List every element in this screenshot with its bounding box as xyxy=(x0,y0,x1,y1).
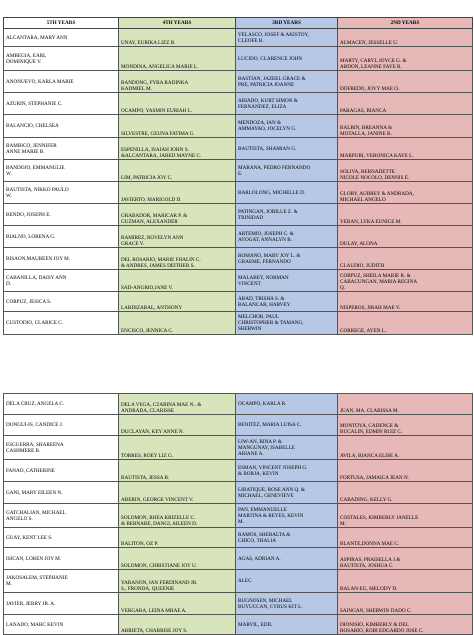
second-year-cell: PARAGAS, BIANCA xyxy=(338,93,473,115)
fifth-year-cell: LANADO, MARC KEVIN xyxy=(4,615,119,635)
table-row xyxy=(4,93,473,115)
second-year-cell: NISPEROS, JIRAH MAE V. xyxy=(338,292,473,312)
second-year-cell: COSTALES, KIMBERLY JANELLE M. xyxy=(338,504,473,528)
second-year-cell: AVILA, BIANCA ELISE A. xyxy=(338,436,473,460)
third-year-cell: PATINGAN, JOBILLE Z. & TRINIDAD xyxy=(236,204,338,226)
table-row xyxy=(4,270,473,292)
third-year-cell: ABAD, TRISHA S. & BALANCAR, HARVEY xyxy=(236,292,338,312)
table-row xyxy=(4,436,473,460)
fourth-year-cell: VERGARA, LEINA MHAE A. xyxy=(119,593,236,615)
table-row xyxy=(4,415,473,436)
table-row xyxy=(4,482,473,504)
second-year-cell: BALBIN, BREANNA & MOTALLA, JANINE B. xyxy=(338,115,473,138)
third-year-cell: ARTEMIO, JOSEPH C. & AYOGAT, ANNALYN B. xyxy=(236,226,338,248)
fifth-year-cell: BAUTISTA, NIKKO PAULO W. xyxy=(4,182,119,204)
table-row xyxy=(4,548,473,570)
fifth-year-cell: DELA CRUZ, ANGELA C. xyxy=(4,394,119,415)
second-year-cell: DULAY, ALONA xyxy=(338,226,473,248)
second-year-cell: CABADING, KELLY G. xyxy=(338,482,473,504)
fourth-year-cell: BAUTISTA, JESSA B. xyxy=(119,460,236,482)
second-year-cell: DOFREDO, JOVY MAE O. xyxy=(338,71,473,93)
table-row xyxy=(4,504,473,528)
second-year-cell: YEBAN, LYKA EUNICE M. xyxy=(338,204,473,226)
fourth-year-cell: RAMIREZ, ROVELYN ANN GRACE V. xyxy=(119,226,236,248)
table-row xyxy=(4,47,473,71)
third-year-cell: AGAS, ADRIAN A. xyxy=(236,548,338,570)
header-3rd-years: 3RD YEARS xyxy=(236,18,338,29)
second-year-cell: SAINGAN, SHERWIN DADO C. xyxy=(338,593,473,615)
fifth-year-cell: FANAO, CATHERINE xyxy=(4,460,119,482)
fifth-year-cell: GATCHALIAN, MICHAEL ANGELO S. xyxy=(4,504,119,528)
second-year-cell: MARTY, CARYL JOYCE G. & ABDON, LEANNE FAYE R. xyxy=(338,47,473,71)
second-year-cell: BALAN-EG, MELODY D. xyxy=(338,570,473,593)
table-row xyxy=(4,138,473,160)
third-year-cell: ABIADO, KURT SIMON & FERNANDEZ, ELIZA xyxy=(236,93,338,115)
fourth-year-cell: DELA VEGA, CZARINA MAE N.. & ANDRADA, CLARISSE xyxy=(119,394,236,415)
fourth-year-cell: SOLOMON, RHEA KRIZELLE C. & BERNABE, DANGI, AILEEN D. xyxy=(119,504,236,528)
second-year-cell: DIONISIO, KIMBERLY & DEL ROSARIO, ROBI EDGARDO JOSE C. xyxy=(338,615,473,635)
third-year-cell: BAUTISTA, SHAMIAN G. xyxy=(236,138,338,160)
fourth-year-cell: SOLOMON, CHRISTIANE JOY U. xyxy=(119,548,236,570)
table-row xyxy=(4,29,473,47)
roster-header xyxy=(4,18,473,29)
table-row xyxy=(4,312,473,335)
table-row xyxy=(4,204,473,226)
second-year-cell: JUAN, MA. CLARISSA M. xyxy=(338,394,473,415)
roster-table-2 xyxy=(3,393,473,635)
fifth-year-cell: BALANCIO, CHELSEA xyxy=(4,115,119,138)
fifth-year-cell: GANI, MARY EILEEN N. xyxy=(4,482,119,504)
second-year-cell: SOLIVA, BERNADETTE NICOLE NOCOLO, DENNIS E. xyxy=(338,160,473,182)
fourth-year-cell: TORRES, ROEY LIZ G. xyxy=(119,436,236,460)
second-year-cell: MONTOYA, CADENCE & BUCALIN, EDMIN RUIZ C. xyxy=(338,415,473,436)
fourth-year-cell: BANDONG, FYRA RADINKA KADMIEL M. xyxy=(119,71,236,93)
fourth-year-cell: LIM, PATRICIA JOY C. xyxy=(119,160,236,182)
fourth-year-cell: GRABADOR, MARICAR P. & GUZMAN, ALEXANDER xyxy=(119,204,236,226)
table-row xyxy=(4,570,473,593)
fourth-year-cell: UNAY, EURIKA LIZZ B. xyxy=(119,29,236,47)
second-year-cell: ALMACEN, JESSELLE U. xyxy=(338,29,473,47)
third-year-cell: BENITEZ, MARIA LUISA C. xyxy=(236,415,338,436)
fourth-year-cell: SAD-ANGRIO,JANE V. xyxy=(119,270,236,292)
second-year-cell: CLAUDIO, JUDITH xyxy=(338,248,473,270)
third-year-cell: ROMANO, MARY JOY L. & GRAEME, FERNANDO xyxy=(236,248,338,270)
fifth-year-cell: AZURIN, STEPHANIE C. xyxy=(4,93,119,115)
table-row xyxy=(4,226,473,248)
fifth-year-cell: DONGUI-IS, CANDICE J. xyxy=(4,415,119,436)
third-year-cell: MELCHOR, PAUL CHRISTOPHER & TAMANG, SHERWIN xyxy=(236,312,338,335)
third-year-cell: ALEC xyxy=(236,570,338,593)
third-year-cell: MALABEY, NORMAN VINCENT xyxy=(236,270,338,292)
table-row xyxy=(4,394,473,415)
table-row xyxy=(4,71,473,93)
third-year-cell: PAN, EMMANUELLE MARTINA & REYES, KEVIN M. xyxy=(236,504,338,528)
second-year-cell: GLORY, AUBREY & ANDRADA, MICHAEL ANGELO xyxy=(338,182,473,204)
fourth-year-cell: DUCLAYAN, KEY ANNE N. xyxy=(119,415,236,436)
fifth-year-cell: ESGUERRA, SHAREENA CASHMERE B. xyxy=(4,436,119,460)
header-4th-years: 4TH YEARS xyxy=(119,18,236,29)
fourth-year-cell: DEL ROSARIO, MARIE FHALIN C. & ANDRES, JAMES DEITHER S. xyxy=(119,248,236,270)
third-year-cell: ESMAN, VINCENT JOSEPH G. & BORJA, KEVIN xyxy=(236,460,338,482)
fifth-year-cell: GUAY, KENT LEE S. xyxy=(4,528,119,548)
third-year-cell: MARANA, PEDRO FERNANDO E. xyxy=(236,160,338,182)
third-year-cell: LIBATIQUE, ROSE ANN Q. & MICHAEL, GENEVIEVE xyxy=(236,482,338,504)
fifth-year-cell: ALCANTARA, MARY ANN xyxy=(4,29,119,47)
third-year-cell: BARLOLONG, MICHELLE D. xyxy=(236,182,338,204)
third-year-cell: BUGNOSEN, MICHAEL BUYUCCAN, CYRUS KIT L. xyxy=(236,593,338,615)
fourth-year-cell: LARDIZABAL, ANTHONY xyxy=(119,292,236,312)
fifth-year-cell: BANDOJO, EMMANULIE W. xyxy=(4,160,119,182)
third-year-cell: RAMOS, SHERALTA & CHICO, THALIA xyxy=(236,528,338,548)
fifth-year-cell: BISAON,MAUREEN JOY M. xyxy=(4,248,119,270)
third-year-cell: BASTIAN, JAZEEL GRACE & PRE, PATRICIA JOANNE xyxy=(236,71,338,93)
fifth-year-cell: BIALNO, LORENA G. xyxy=(4,226,119,248)
table-row xyxy=(4,115,473,138)
fifth-year-cell: ISICAN, LOREN JOY M. xyxy=(4,548,119,570)
table-row xyxy=(4,292,473,312)
fifth-year-cell: JAVIER, JERRY JR. A. xyxy=(4,593,119,615)
fifth-year-cell: BAMBICO, JENNIFER ANNE MARIE B. xyxy=(4,138,119,160)
fifth-year-cell: JAKOSALEM, STEPHANIE M. xyxy=(4,570,119,593)
second-year-cell: MARPURI, VERONICA KAYE L. xyxy=(338,138,473,160)
fourth-year-cell: YARANON, IAN FERDINAND JR. S., FRONDA, QUEENIE xyxy=(119,570,236,593)
table-row xyxy=(4,182,473,204)
table-row xyxy=(4,460,473,482)
fifth-year-cell: CORPUZ, JESICA S. xyxy=(4,292,119,312)
third-year-cell: MARVIL, EDIL xyxy=(236,615,338,635)
fifth-year-cell: CUSTODIO, CLARICE C. xyxy=(4,312,119,335)
fifth-year-cell: ANONUEVO, KARLA MARIE xyxy=(4,71,119,93)
header-2nd-years: 2ND YEARS xyxy=(338,18,473,29)
fourth-year-cell: BALITON, OZ P. xyxy=(119,528,236,548)
fourth-year-cell: MONDINA, ANGELICA MARIE L. xyxy=(119,47,236,71)
fifth-year-cell: BENDO, JOSEPH E. xyxy=(4,204,119,226)
fourth-year-cell: ARRIETA, CHARRISE JOY S. xyxy=(119,615,236,635)
second-year-cell: CORREGE, AYEN L. xyxy=(338,312,473,335)
third-year-cell: VELASCO, JOSEF & AKISTOY, CLEOFE B. xyxy=(236,29,338,47)
roster-body-1 xyxy=(4,29,473,335)
table-row xyxy=(4,528,473,548)
roster-body-2 xyxy=(4,394,473,635)
header-5th-years: 5TH YEARS xyxy=(4,18,119,29)
third-year-cell: LUCIDO, CLARENCE JOHN xyxy=(236,47,338,71)
fifth-year-cell: CABANILLA, DAISY ANN D. xyxy=(4,270,119,292)
second-year-cell: BLANTE,DONNA MAE C. xyxy=(338,528,473,548)
fourth-year-cell: SILVESTRE, GEUNA FATIMA G. xyxy=(119,115,236,138)
third-year-cell: LIW-AN, RINA P. & MANGUNAY, ISABELLE ARIANE A. xyxy=(236,436,338,460)
fourth-year-cell: ABERIN, GEORGE VINCENT V. xyxy=(119,482,236,504)
fifth-year-cell: AMBEGIA, EARL DOMINIQUE V. xyxy=(4,47,119,71)
third-year-cell: MENDOZA, IAN & AMMAYAO, JOCELYN G. xyxy=(236,115,338,138)
table-row xyxy=(4,593,473,615)
table-row xyxy=(4,248,473,270)
fourth-year-cell: OCAMPO, YASMIN EURIAH L. xyxy=(119,93,236,115)
second-year-cell: FORTUSA, JAMAICA JEAN N. xyxy=(338,460,473,482)
table-row xyxy=(4,160,473,182)
second-year-cell: ASPIRAS, PRAISELLA J.& BAUTISTA, JOSHUA C. xyxy=(338,548,473,570)
third-year-cell: OCAMPO, KARLA R. xyxy=(236,394,338,415)
second-year-cell: CORPUZ, SHEILA MARIE R. & CABACUNGAN, MARIA REGINA Q. xyxy=(338,270,473,292)
roster-table-1 xyxy=(3,17,473,335)
fourth-year-cell: JAVIERTO, MARIGOLD D. xyxy=(119,182,236,204)
fourth-year-cell: ENCISCO, JENNICA C. xyxy=(119,312,236,335)
fourth-year-cell: ESPENILLA, ISAIAH JOHN S. &ALCANTARA, JARED MAYNE C. xyxy=(119,138,236,160)
